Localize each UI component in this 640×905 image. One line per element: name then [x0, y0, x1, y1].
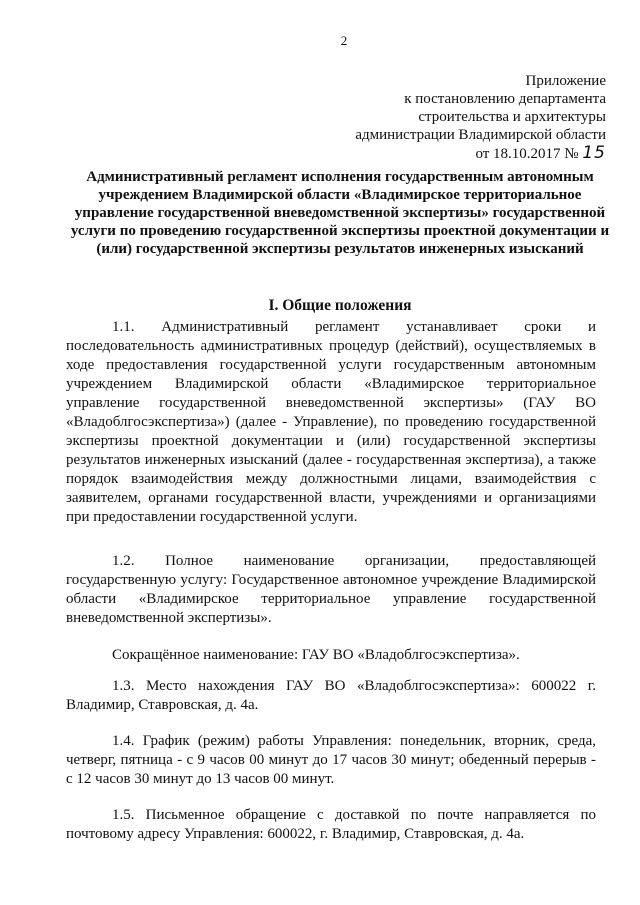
appendix-line-3: строительства и архитектуры [418, 109, 606, 125]
paragraph-1-3: 1.3. Место нахождения ГАУ ВО «Владоблгосэкспертиза»: 600022 г. Владимир, Ставровская, д. 4а. [66, 678, 596, 713]
document-title: Административный регламент исполнения государственным автономным учреждением Владимирской области «Владимирское территориальное управление государственной вневедомственной экспертизы» государственной услуги по проведению государственной экспертизы проектной документации и (или) государственной экспертизы результатов инженерных изысканий [70, 169, 610, 257]
decree-number: 15 [582, 143, 606, 163]
appendix-line-5 [306, 144, 606, 163]
page-number: 2 [340, 33, 348, 48]
paragraph-1-4: 1.4. График (режим) работы Управления: понедельник, вторник, среда, четверг, пятница - с 9 часов 00 минут до 17 часов 30 минут; обеденный перерыв - с 12 часов 30 минут до 13 часов 00 минут. [66, 733, 596, 787]
appendix-block [306, 72, 606, 163]
paragraph-1-5: 1.5. Письменное обращение с доставкой по почте направляется по почтовому адресу Управления: 600022, г. Владимир, Ставровская, д. 4а. [66, 807, 596, 842]
paragraph-short-name: Сокращённое наименование: ГАУ ВО «Владоблгосэкспертиза». [112, 647, 520, 663]
appendix-line-1: Приложение [525, 73, 606, 89]
paragraph-1-1: 1.1. Административный регламент устанавливает сроки и последовательность административных процедур (действий), осуществляемых в ходе предоставления государственной услуги государственным автономным учреждением Владимирской области «Владимирское территориальное управление государственной вневедомственной экспертизы» (ГАУ ВО «Владоблгосэкспертиза») (далее - Управление), по проведению государственной экспертизы проектной документации и (или) государственной экспертизы результатов инженерных изысканий (далее - государственная экспертиза), а также порядок взаимодействия между должностными лицами, взаимодействия с заявителем, органами государственной власти, учреждениями и организациями при предоставлении государственной услуги. [66, 319, 596, 525]
section-heading: I. Общие положения [268, 297, 412, 314]
appendix-line-4: администрации Владимирской области [355, 127, 606, 143]
paragraph-1-2: 1.2. Полное наименование организации, предоставляющей государственную услугу: Государственное автономное учреждение Владимирской области «Владимирское территориальное управление государственной вневедомственной экспертизы». [66, 553, 596, 626]
appendix-line-2: к постановлению департамента [404, 91, 606, 107]
decree-date: от 18.10.2017 № [475, 146, 579, 162]
